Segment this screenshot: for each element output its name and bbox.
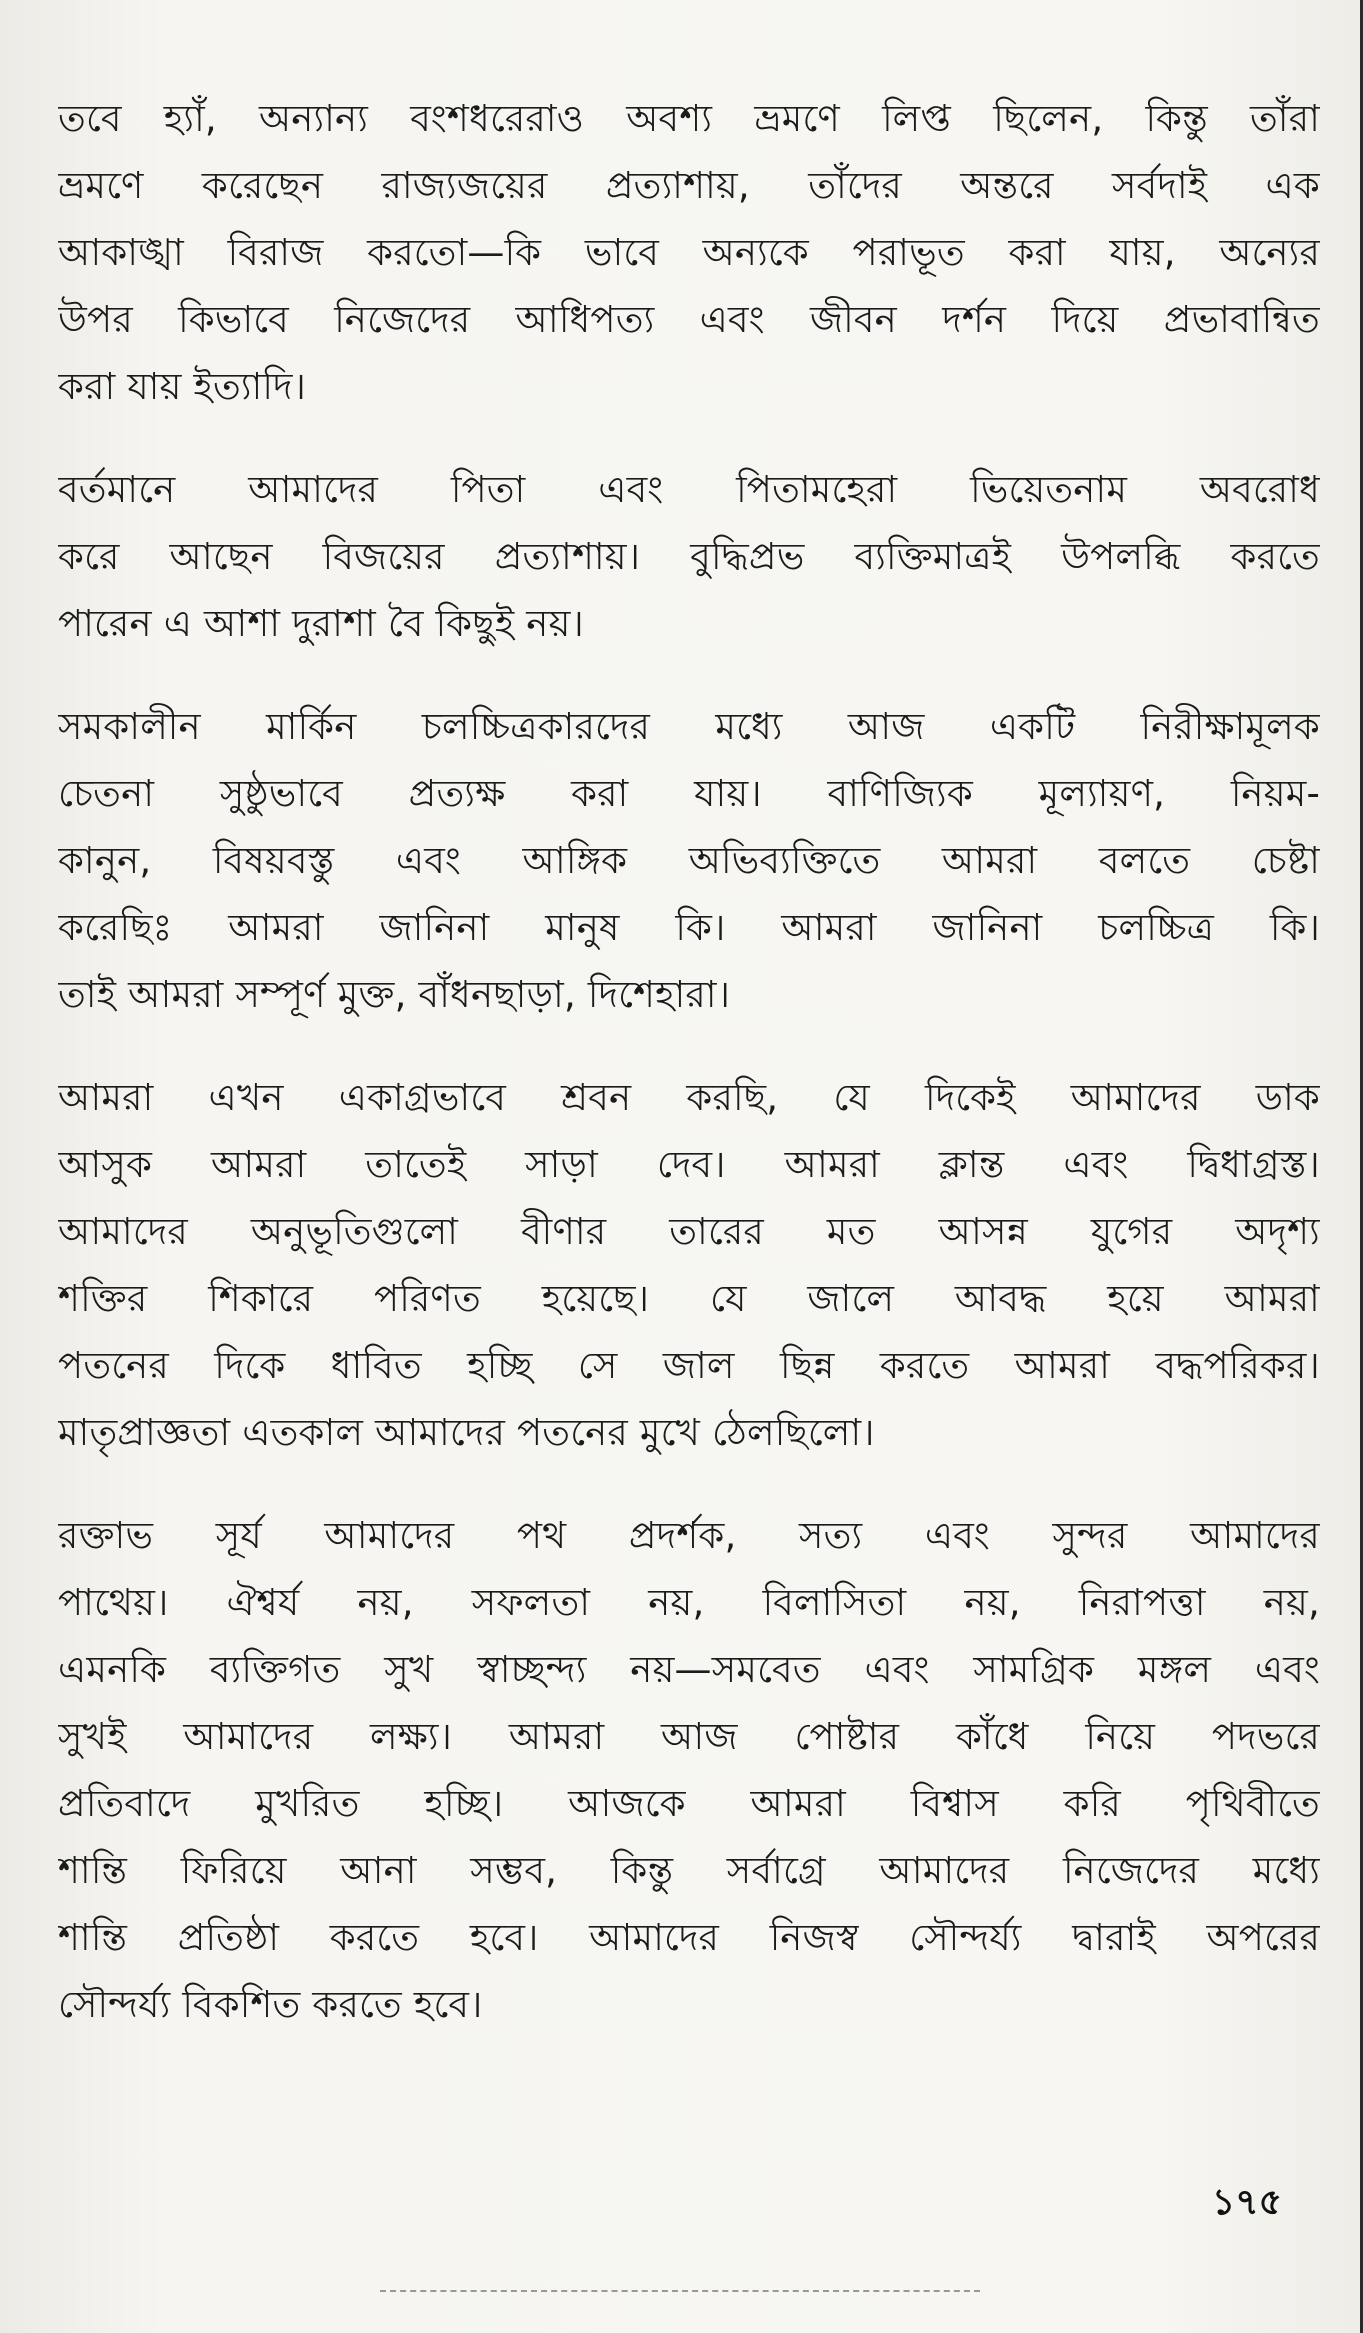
text-line: শান্তি প্রতিষ্ঠা করতে হবে। আমাদের নিজস্ব সৌন্দর্য্য দ্বারাই অপরের [58, 1916, 1320, 1959]
text-line: সৌন্দর্য্য বিকশিত করতে হবে। [58, 1983, 483, 2026]
paragraph [58, 1502, 1320, 2038]
text-line: আকাঙ্খা বিরাজ করতো—কি ভাবে অন্যকে পরাভূত করা যায়, অন্যের [58, 231, 1320, 274]
text-line: সুখই আমাদের লক্ষ্য। আমরা আজ পোষ্টার কাঁধে নিয়ে পদভরে [58, 1715, 1320, 1758]
text-line: পাথেয়। ঐশ্বর্য নয়, সফলতা নয়, বিলাসিতা নয়, নিরাপত্তা নয়, [58, 1581, 1320, 1624]
text-line: আসুক আমরা তাতেই সাড়া দেব। আমরা ক্লান্ত এবং দ্বিধাগ্রস্ত। [58, 1143, 1320, 1186]
page-number: ১৭৫ [1211, 2182, 1282, 2223]
text-line: উপর কিভাবে নিজেদের আধিপত্য এবং জীবন দর্শন দিয়ে প্রভাবান্বিত [58, 298, 1320, 341]
paragraph [58, 1064, 1320, 1466]
text-line: শক্তির শিকারে পরিণত হয়েছে। যে জালে আবদ্ধ হয়ে আমরা [58, 1277, 1320, 1320]
text-line: আমাদের অনুভূতিগুলো বীণার তারের মত আসন্ন যুগের অদৃশ্য [58, 1210, 1320, 1253]
text-line: করে আছেন বিজয়ের প্রত্যাশায়। বুদ্ধিপ্রভ ব্যক্তিমাত্রই উপলব্ধি করতে [58, 535, 1320, 578]
text-line: পতনের দিকে ধাবিত হচ্ছি সে জাল ছিন্ন করতে আমরা বদ্ধপরিকর। [58, 1344, 1320, 1387]
text-line: মাতৃপ্রাজ্ঞতা এতকাল আমাদের পতনের মুখে ঠেলছিলো। [58, 1411, 875, 1454]
text-line: আমরা এখন একাগ্রভাবে শ্রবন করছি, যে দিকেই আমাদের ডাক [58, 1076, 1320, 1119]
paragraph [58, 85, 1320, 420]
text-line: এমনকি ব্যক্তিগত সুখ স্বাচ্ছন্দ্য নয়—সমবেত এবং সামগ্রিক মঙ্গল এবং [58, 1648, 1320, 1691]
paragraph [58, 693, 1320, 1028]
text-line: তবে হ্যাঁ, অন্যান্য বংশধরেরাও অবশ্য ভ্রমণে লিপ্ত ছিলেন, কিন্তু তাঁরা [58, 97, 1320, 140]
page-body [58, 85, 1320, 2074]
text-line: করা যায় ইত্যাদি। [58, 365, 307, 408]
text-line: তাই আমরা সম্পূর্ণ মুক্ত, বাঁধনছাড়া, দিশেহারা। [58, 973, 731, 1016]
bottom-rule [380, 2290, 980, 2292]
text-line: করেছিঃ আমরা জানিনা মানুষ কি। আমরা জানিনা চলচ্চিত্র কি। [58, 906, 1320, 949]
text-line: শান্তি ফিরিয়ে আনা সম্ভব, কিন্তু সর্বাগ্রে আমাদের নিজেদের মধ্যে [58, 1849, 1320, 1892]
text-line: ভ্রমণে করেছেন রাজ্যজয়ের প্রত্যাশায়, তাঁদের অন্তরে সর্বদাই এক [58, 164, 1320, 207]
text-line: চেতনা সুষ্ঠুভাবে প্রত্যক্ষ করা যায়। বাণিজ্যিক মূল্যায়ণ, নিয়ম- [58, 772, 1320, 815]
text-line: প্রতিবাদে মুখরিত হচ্ছি। আজকে আমরা বিশ্বাস করি পৃথিবীতে [58, 1782, 1320, 1825]
text-line: সমকালীন মার্কিন চলচ্চিত্রকারদের মধ্যে আজ একটি নিরীক্ষামূলক [58, 705, 1320, 748]
text-line: রক্তাভ সূর্য আমাদের পথ প্রদর্শক, সত্য এবং সুন্দর আমাদের [58, 1514, 1320, 1557]
paragraph [58, 456, 1320, 657]
text-line: বর্তমানে আমাদের পিতা এবং পিতামহেরা ভিয়েতনাম অবরোধ [58, 468, 1320, 511]
text-line: কানুন, বিষয়বস্তু এবং আঙ্গিক অভিব্যক্তিতে আমরা বলতে চেষ্টা [58, 839, 1320, 882]
text-line: পারেন এ আশা দুরাশা বৈ কিছুই নয়। [58, 602, 584, 645]
